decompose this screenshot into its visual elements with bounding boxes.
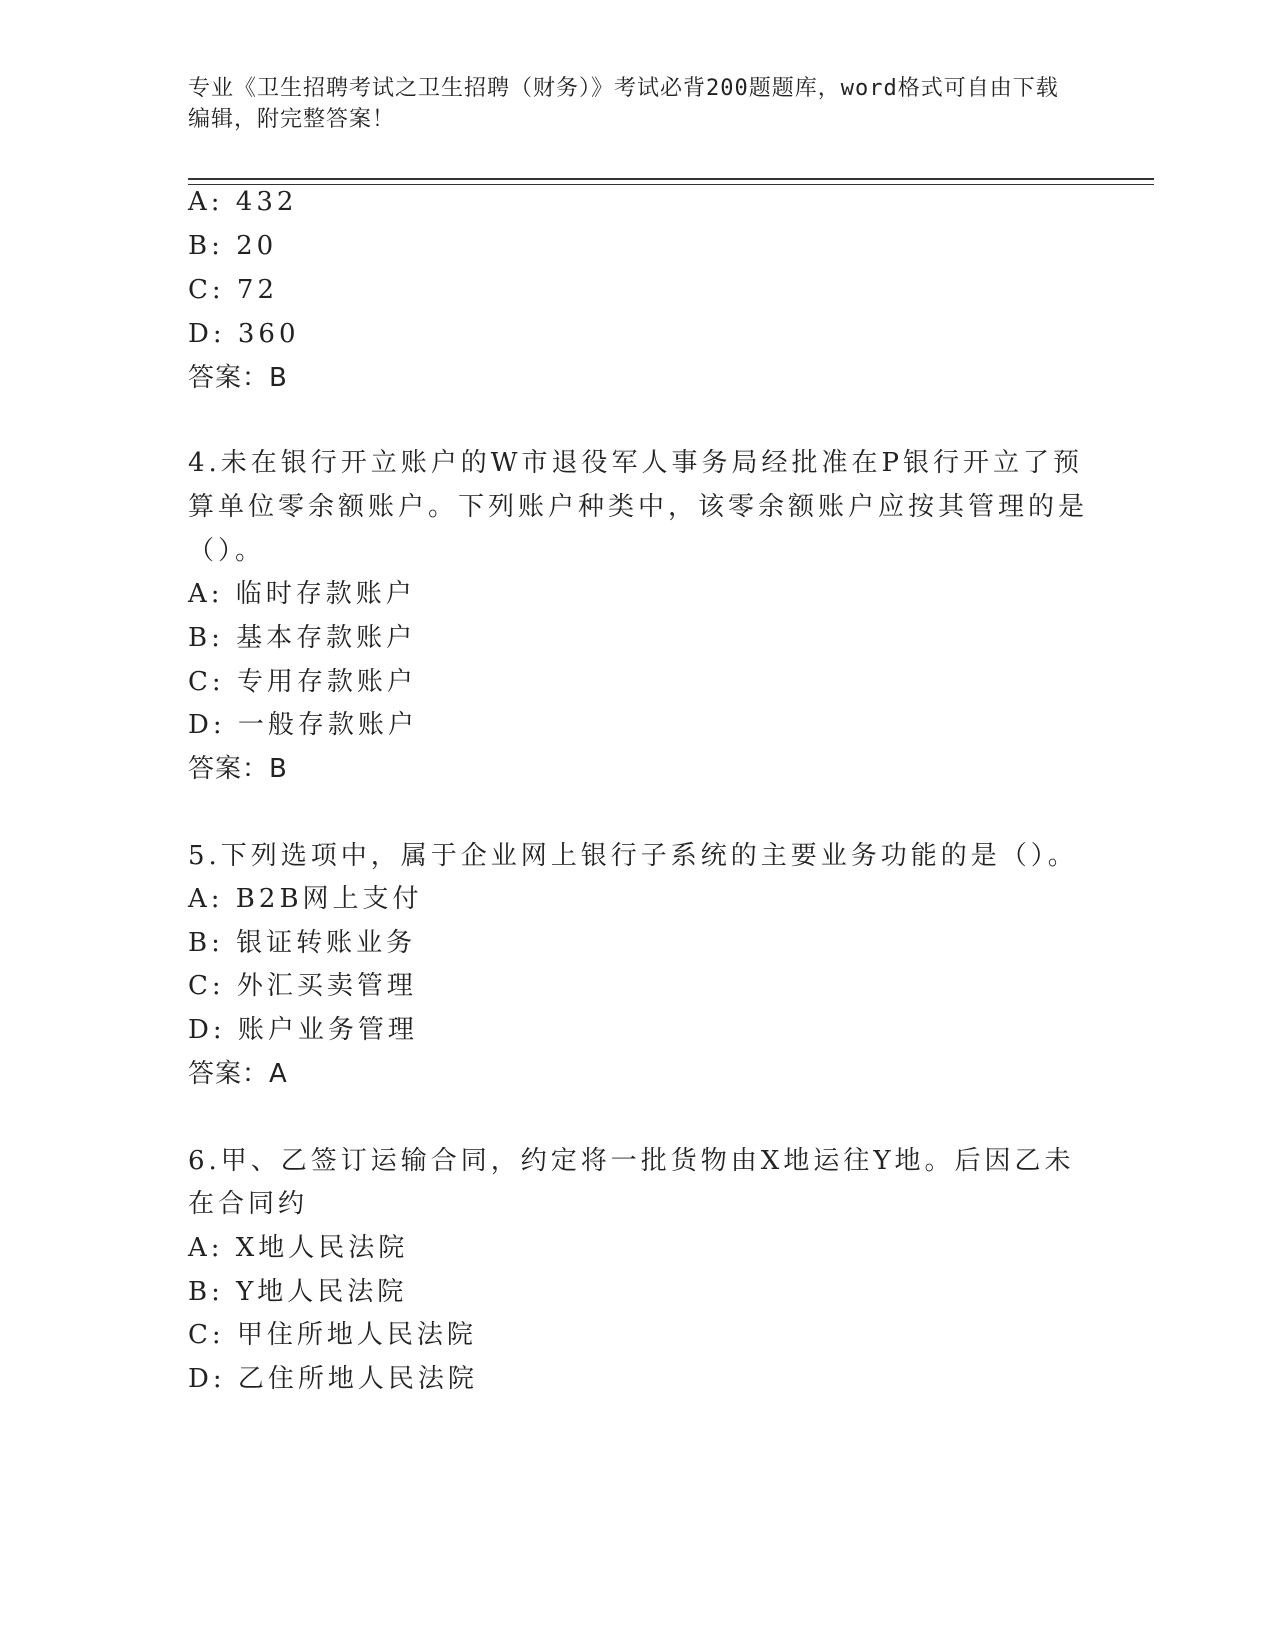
header-divider-thin (188, 184, 1154, 185)
q4-option-d: D: 一般存款账户 (188, 710, 418, 740)
q3-answer: 答案：B (188, 363, 288, 393)
q6-question-line-2: 在合同约 (188, 1189, 309, 1219)
q3-option-a: A: 432 (188, 187, 298, 217)
q6-option-c: C: 甲住所地人民法院 (188, 1320, 477, 1350)
q4-question-line-3: （）。 (188, 536, 266, 566)
q6-option-b: B: Y地人民法院 (188, 1277, 408, 1307)
q5-option-a: A: B2B网上支付 (188, 884, 423, 914)
q6-option-a: A: X地人民法院 (188, 1233, 409, 1263)
header-divider (188, 178, 1154, 180)
q5-option-c: C: 外汇买卖管理 (188, 971, 417, 1001)
q3-option-b: B: 20 (188, 231, 278, 261)
q5-question-line-1: 5.下列选项中，属于企业网上银行子系统的主要业务功能的是（）。 (188, 841, 1078, 871)
q4-answer: 答案：B (188, 754, 288, 784)
q4-option-c: C: 专用存款账户 (188, 667, 417, 697)
q5-option-b: B: 银证转账业务 (188, 928, 417, 958)
q6-question-line-1: 6.甲、乙签订运输合同，约定将一批货物由X地运往Y地。后因乙未 (188, 1146, 1075, 1176)
q6-option-d: D: 乙住所地人民法院 (188, 1364, 478, 1394)
q3-option-c: C: 72 (188, 275, 279, 305)
q4-question-line-2: 算单位零余额账户。下列账户种类中，该零余额账户应按其管理的是 (188, 492, 1089, 522)
q5-answer: 答案：A (188, 1059, 288, 1089)
document-header: 专业《卫生招聘考试之卫生招聘（财务）》考试必背200题题库，word格式可自由下载编辑，附完整答案！ (188, 76, 1059, 132)
q4-option-b: B: 基本存款账户 (188, 623, 417, 653)
q5-option-d: D: 账户业务管理 (188, 1015, 418, 1045)
q4-option-a: A: 临时存款账户 (188, 579, 416, 609)
q3-option-d: D: 360 (188, 319, 300, 349)
q4-question-line-1: 4.未在银行开立账户的W市退役军人事务局经批准在P银行开立了预 (188, 448, 1084, 478)
